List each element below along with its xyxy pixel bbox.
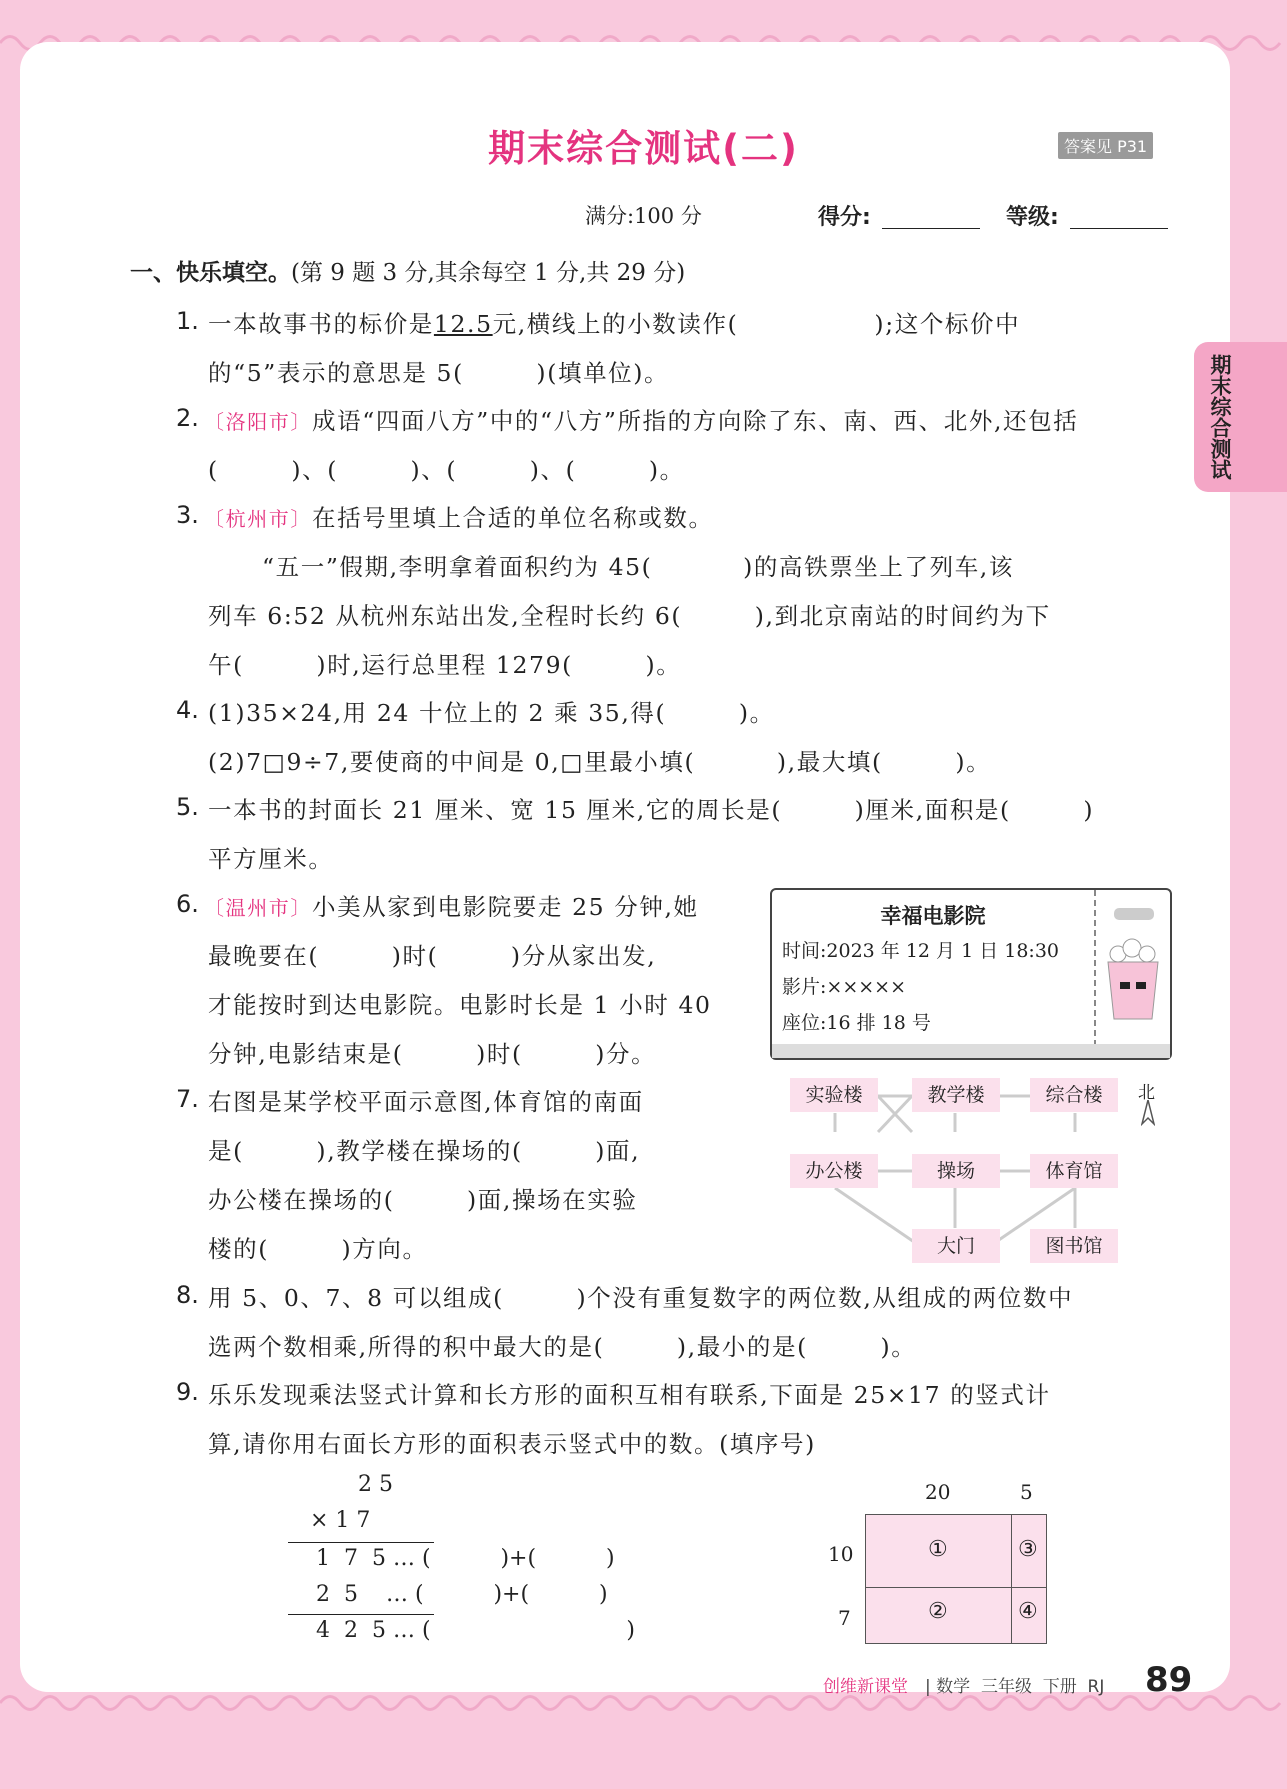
question-number: 4. <box>176 696 199 724</box>
q5-line2: 平方厘米。 <box>208 845 334 873</box>
question-number: 8. <box>176 1281 199 1309</box>
q6-text: 小美从家到电影院要走 25 分钟,她 <box>312 893 699 921</box>
rect-region-4: ④ <box>1018 1599 1038 1624</box>
grade-blank[interactable] <box>1070 228 1168 229</box>
q1-line2: 的“5”表示的意思是 5( )(填单位)。 <box>208 359 670 387</box>
q3-text: 在括号里填上合适的单位名称或数。 <box>312 504 714 532</box>
q6-city-tag: 〔温州市〕 <box>204 896 312 920</box>
map-library: 图书馆 <box>1030 1229 1118 1263</box>
q3-city-tag: 〔杭州市〕 <box>204 507 312 531</box>
map-playground: 操场 <box>912 1154 1000 1188</box>
q5-line1: 一本书的封面长 21 厘米、宽 15 厘米,它的周长是( )厘米,面积是( ) <box>208 796 1095 824</box>
question-number: 1. <box>176 307 199 335</box>
rect-height-7: 7 <box>838 1606 851 1630</box>
footer-info: | 数学 三年级 下册 RJ <box>925 1677 1105 1697</box>
ticket-bottom-bar <box>772 1044 1170 1058</box>
map-complex-building: 综合楼 <box>1030 1078 1118 1112</box>
question-number: 9. <box>176 1378 199 1406</box>
side-tab <box>1194 342 1287 492</box>
ticket-film: 影片:××××× <box>782 976 907 998</box>
calc-row-partial-2: 2 5 … ( )+( ) <box>316 1582 608 1607</box>
answer-reference-badge: 答案见 P31 <box>1058 132 1153 159</box>
q4-line1: (1)35×24,用 24 十位上的 2 乘 35,得( )。 <box>208 699 775 727</box>
q7-line3: 办公楼在操场的( )面,操场在实验 <box>208 1186 638 1214</box>
popcorn-icon <box>1102 904 1164 1034</box>
section-title: 一、快乐填空。 <box>130 260 291 286</box>
calc-rule-2 <box>288 1614 434 1615</box>
rect-height-10: 10 <box>828 1542 854 1566</box>
q3-line1 <box>204 499 714 533</box>
grade-label: 等级: <box>1006 205 1059 230</box>
map-gate: 大门 <box>912 1229 1000 1263</box>
rect-vertical-divider <box>1011 1515 1012 1643</box>
question-number: 6. <box>176 890 199 918</box>
area-rectangle <box>865 1514 1047 1644</box>
calc-row-multiplier: × 1 7 <box>310 1508 371 1533</box>
q7-line2: 是( ),教学楼在操场的( )面, <box>208 1137 641 1165</box>
q7-line1: 右图是某学校平面示意图,体育馆的南面 <box>208 1088 644 1116</box>
score-blank[interactable] <box>882 228 980 229</box>
q3-line4: 午( )时,运行总里程 1279( )。 <box>208 651 682 679</box>
q1-text-a: 一本故事书的标价是 <box>208 310 434 338</box>
q2-city-tag: 〔洛阳市〕 <box>204 410 312 434</box>
question-number: 3. <box>176 501 199 529</box>
rect-width-20: 20 <box>925 1480 951 1504</box>
map-gym: 体育馆 <box>1030 1154 1118 1188</box>
movie-ticket <box>770 888 1172 1060</box>
calc-rule-1 <box>288 1542 434 1543</box>
section-heading <box>130 254 685 287</box>
side-tab-label: 期末综合测试 <box>1208 354 1232 480</box>
q1-text-b: 元,横线上的小数读作( );这个标价中 <box>492 310 1021 338</box>
question-number: 5. <box>176 793 199 821</box>
score-label: 得分: <box>818 205 871 230</box>
page-number: 89 <box>1145 1660 1193 1700</box>
rect-region-1: ① <box>928 1537 948 1562</box>
rect-width-5: 5 <box>1020 1480 1033 1504</box>
q3-line2: “五一”假期,李明拿着面积约为 45( )的高铁票坐上了列车,该 <box>262 553 1014 581</box>
ticket-time: 时间:2023 年 12 月 1 日 18:30 <box>782 940 1060 962</box>
ticket-perforation <box>1094 890 1096 1056</box>
north-arrow-icon <box>1141 1100 1155 1126</box>
q4-line2: (2)7□9÷7,要使商的中间是 0,□里最小填( ),最大填( )。 <box>208 748 992 776</box>
map-lab-building: 实验楼 <box>790 1078 878 1112</box>
q2-line2: ( )、( )、( )、( )。 <box>208 456 685 484</box>
q8-line2: 选两个数相乘,所得的积中最大的是( ),最小的是( )。 <box>208 1333 917 1361</box>
q6-line4: 分钟,电影结束是( )时( )分。 <box>208 1040 657 1068</box>
map-teaching-building: 教学楼 <box>912 1078 1000 1112</box>
q2-text: 成语“四面八方”中的“八方”所指的方向除了东、南、西、北外,还包括 <box>312 407 1079 435</box>
full-score: 满分:100 分 <box>585 204 702 228</box>
q6-line3: 才能按时到达电影院。电影时长是 1 小时 40 <box>208 991 712 1019</box>
footer-brand: 创维新课堂 <box>823 1677 908 1697</box>
calc-row-product: 4 2 5 … ( ) <box>316 1618 635 1643</box>
calc-row-multiplicand: 2 5 <box>358 1472 393 1497</box>
rect-region-2: ② <box>928 1599 948 1624</box>
q3-line3: 列车 6:52 从杭州东站出发,全程时长约 6( ),到北京南站的时间约为下 <box>208 602 1051 630</box>
q8-line1: 用 5、0、7、8 可以组成( )个没有重复数字的两位数,从组成的两位数中 <box>208 1284 1074 1312</box>
north-label: 北 <box>1138 1083 1155 1103</box>
page-title: 期末综合测试(二) <box>488 127 799 170</box>
q1-price: 12.5 <box>433 310 493 338</box>
q1-line1 <box>208 305 1020 339</box>
question-number: 2. <box>176 404 199 432</box>
q2-line1 <box>204 402 1078 436</box>
map-office-building: 办公楼 <box>790 1154 878 1188</box>
ticket-seat: 座位:16 排 18 号 <box>782 1012 931 1034</box>
q9-line1: 乐乐发现乘法竖式计算和长方形的面积互相有联系,下面是 25×17 的竖式计 <box>208 1381 1051 1409</box>
q7-line4: 楼的( )方向。 <box>208 1235 428 1263</box>
q9-line2: 算,请你用右面长方形的面积表示竖式中的数。(填序号) <box>208 1430 816 1458</box>
ticket-cinema: 幸福电影院 <box>880 904 986 928</box>
q6-line2: 最晚要在( )时( )分从家出发, <box>208 942 657 970</box>
calc-row-partial-1: 1 7 5 … ( )+( ) <box>316 1546 615 1571</box>
q6-line1 <box>204 888 699 922</box>
question-number: 7. <box>176 1085 199 1113</box>
rect-horizontal-divider <box>866 1587 1046 1588</box>
rect-region-3: ③ <box>1018 1537 1038 1562</box>
section-note: (第 9 题 3 分,其余每空 1 分,共 29 分) <box>291 260 686 286</box>
